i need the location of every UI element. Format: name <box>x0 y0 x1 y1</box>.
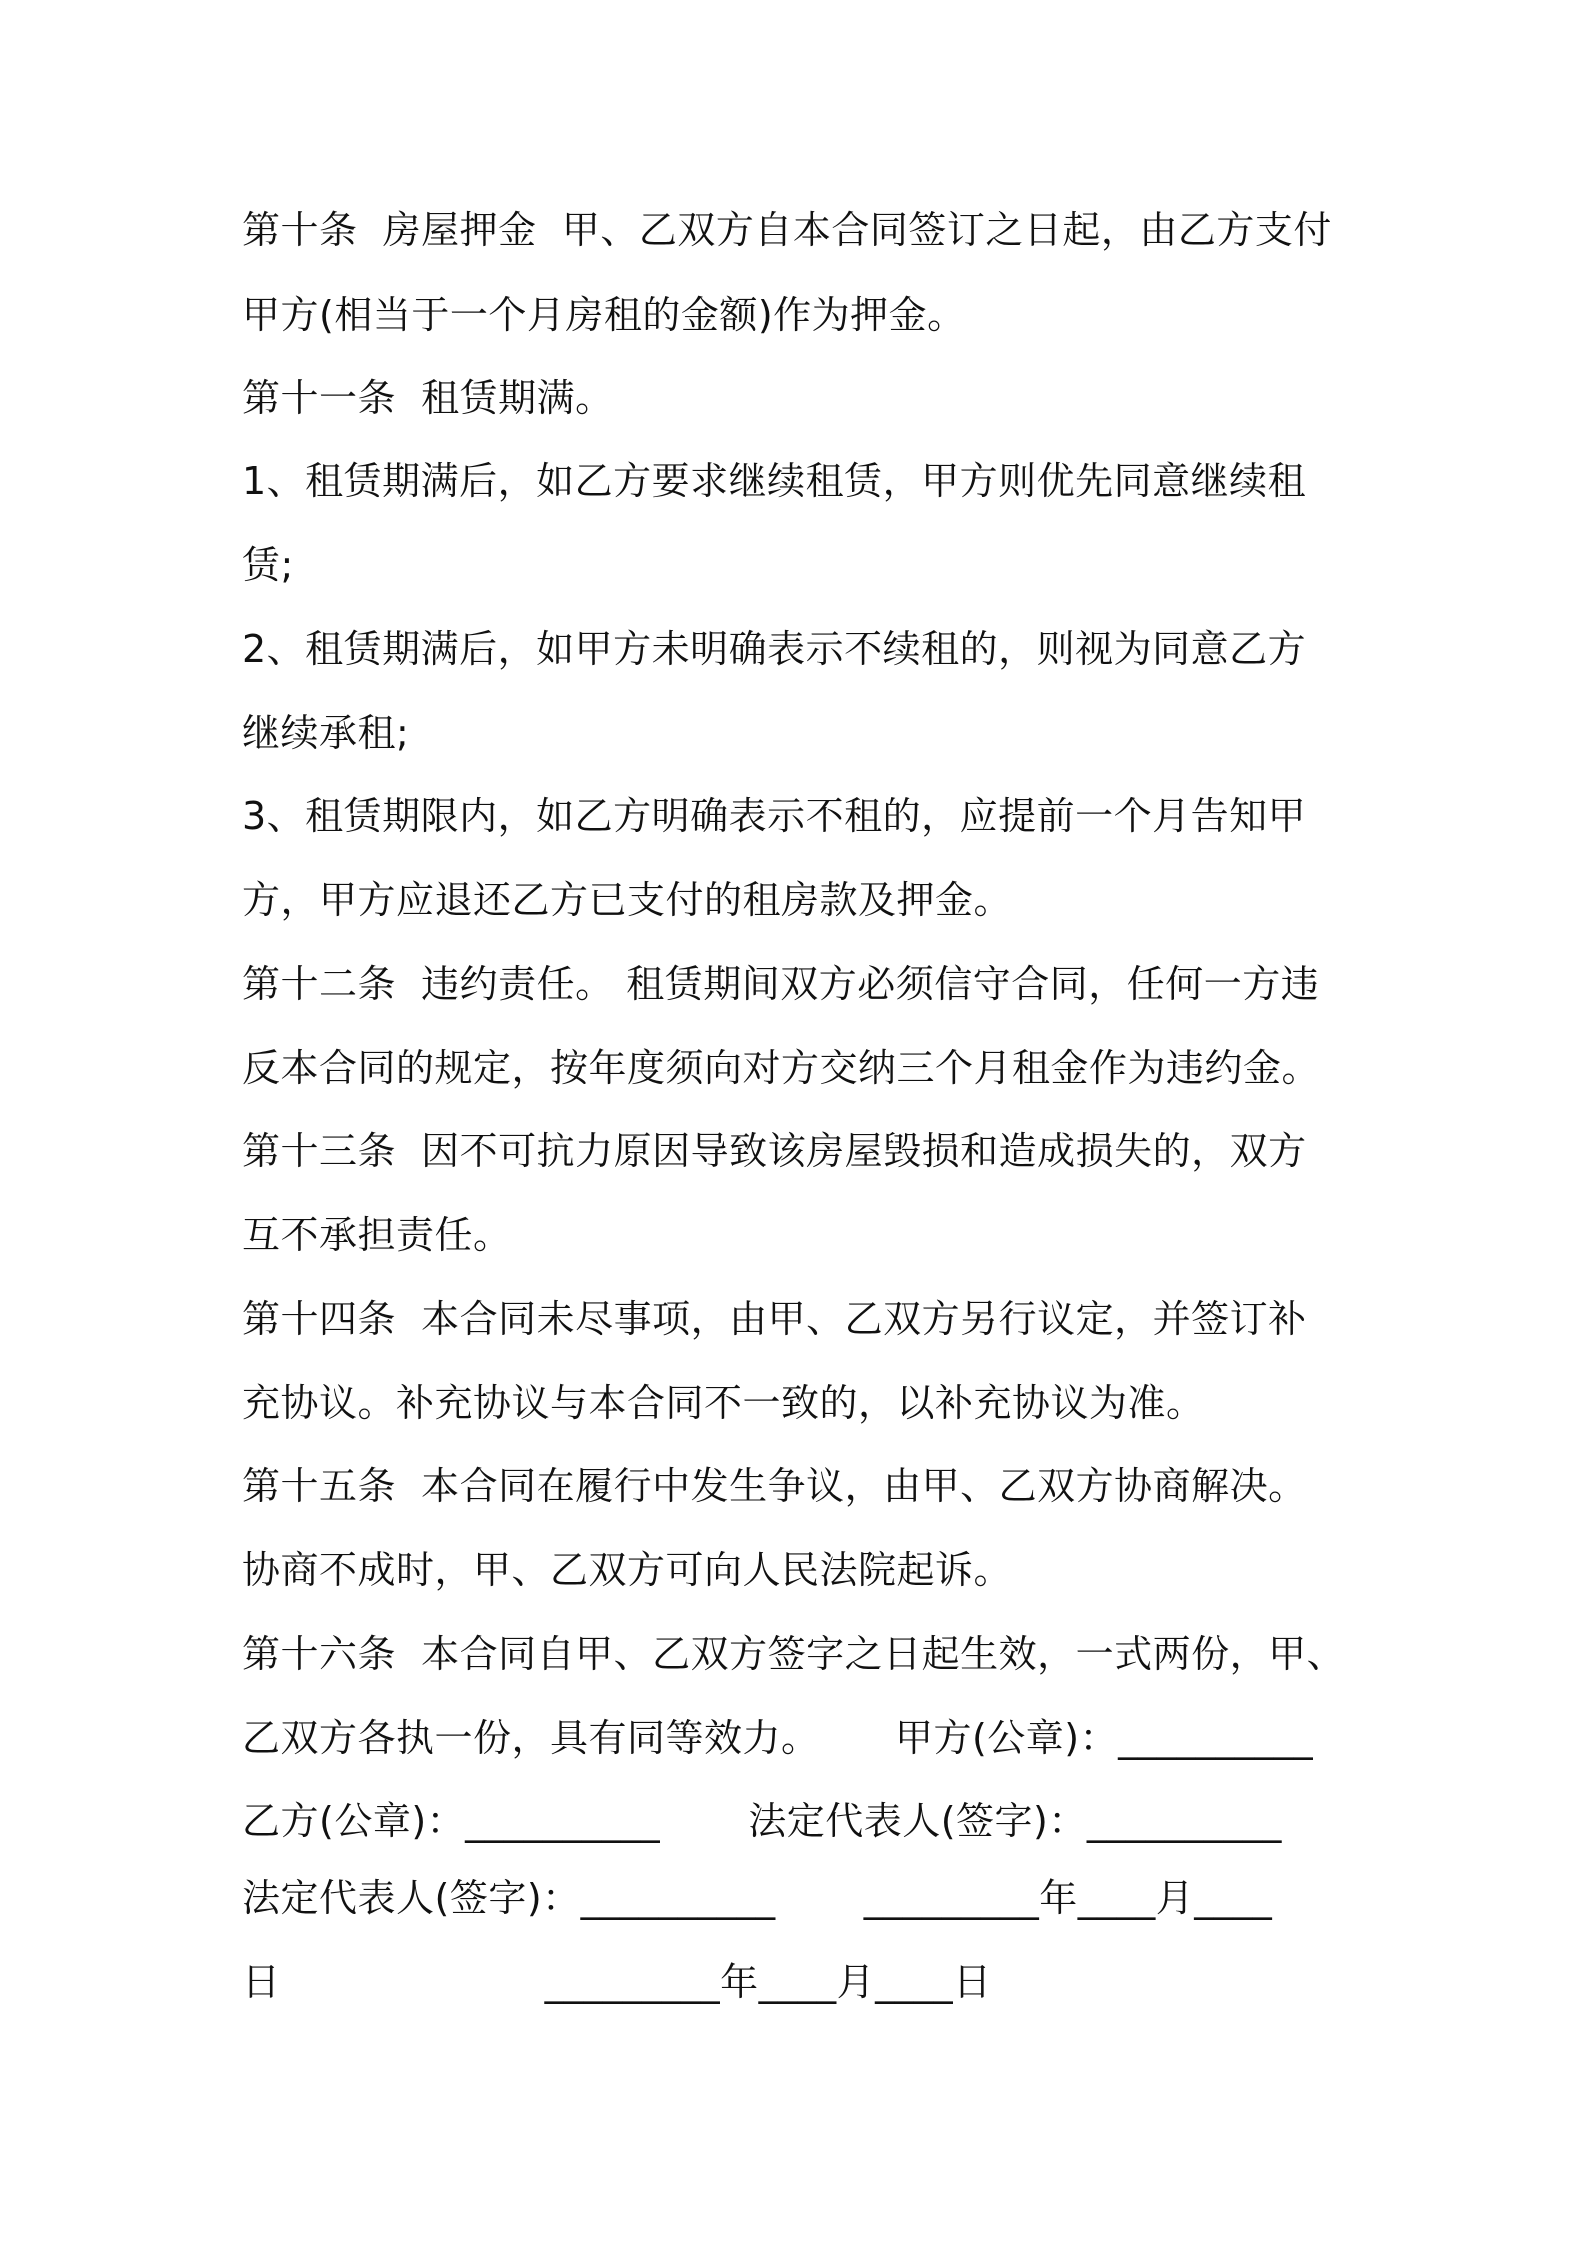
article-11-item-2-line-1: 2、租赁期满后，如甲方未明确表示不续租的，则视为同意乙方 <box>242 627 1307 671</box>
article-11-item-1-line-1: 1、租赁期满后，如乙方要求继续租赁，甲方则优先同意继续租 <box>242 459 1307 503</box>
signature-line-3: 日 _________年____月____日 <box>242 1960 992 2004</box>
article-10-line-1: 第十条 房屋押金 甲、乙双方自本合同签订之日起，由乙方支付 <box>242 208 1332 252</box>
article-12-line-1: 第十二条 违约责任。 租赁期间双方必须信守合同，任何一方违 <box>242 962 1320 1006</box>
article-14-line-2: 充协议。补充协议与本合同不一致的，以补充协议为准。 <box>242 1381 1205 1425</box>
article-16-line-2: 乙双方各执一份，具有同等效力。 甲方(公章)：__________ <box>242 1716 1314 1760</box>
signature-line-1: 乙方(公章)：__________ 法定代表人(签字)：__________ <box>242 1799 1282 1843</box>
article-11-item-3-line-2: 方，甲方应退还乙方已支付的租房款及押金。 <box>242 878 1013 922</box>
article-10-line-2: 甲方(相当于一个月房租的金额)作为押金。 <box>242 293 966 337</box>
article-11-item-2-line-2: 继续承租; <box>242 711 410 755</box>
article-15-line-1: 第十五条 本合同在履行中发生争议，由甲、乙双方协商解决。 <box>242 1464 1307 1508</box>
article-15-line-2: 协商不成时，甲、乙双方可向人民法院起诉。 <box>242 1548 1013 1592</box>
signature-line-2: 法定代表人(签字)：__________ _________年____月____ <box>242 1876 1273 1920</box>
article-13-line-1: 第十三条 因不可抗力原因导致该房屋毁损和造成损失的，双方 <box>242 1129 1307 1173</box>
article-13-line-2: 互不承担责任。 <box>242 1213 512 1257</box>
article-16-line-1: 第十六条 本合同自甲、乙双方签字之日起生效，一式两份，甲、 <box>242 1632 1346 1676</box>
article-14-line-1: 第十四条 本合同未尽事项，由甲、乙双方另行议定，并签订补 <box>242 1297 1307 1341</box>
article-11-item-1-line-2: 赁; <box>242 543 294 587</box>
article-11-item-3-line-1: 3、租赁期限内，如乙方明确表示不租的，应提前一个月告知甲 <box>242 794 1307 838</box>
article-12-line-2: 反本合同的规定，按年度须向对方交纳三个月租金作为违约金。 <box>242 1046 1321 1090</box>
article-11-heading: 第十一条 租赁期满。 <box>242 376 614 420</box>
